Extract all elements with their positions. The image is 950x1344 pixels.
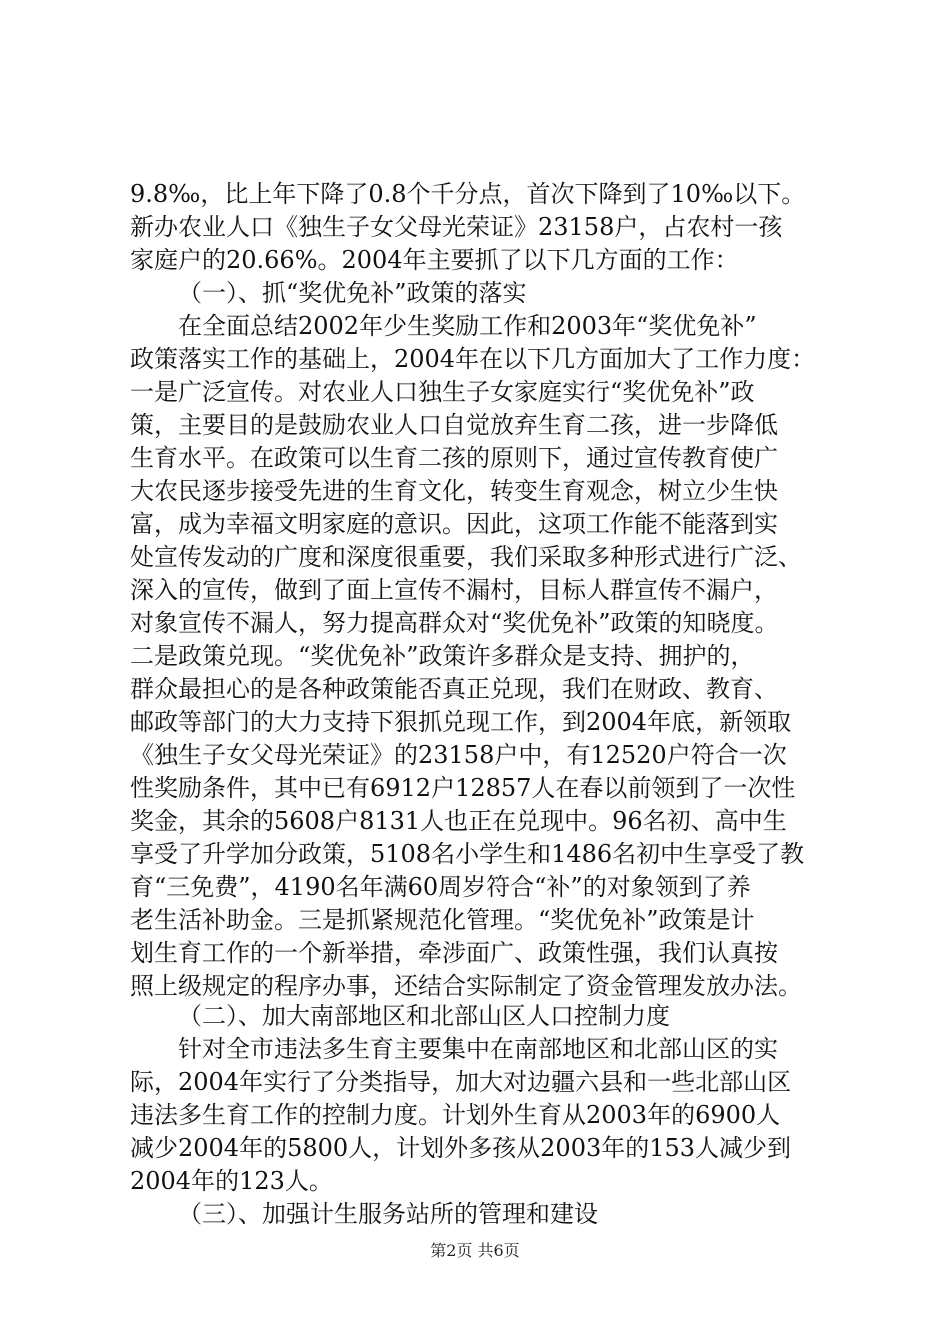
text-line: 针对全市违法多生育主要集中在南部地区和北部山区的实 — [178, 1035, 778, 1063]
text-line: 违法多生育工作的控制力度。计划外生育从2003年的6900人 — [130, 1101, 781, 1129]
body-text-part2 — [130, 1000, 830, 1231]
text-line: 二是政策兑现。“奖优免补”政策许多群众是支持、拥护的， — [130, 642, 755, 670]
text-line: 新办农业人口《独生子女父母光荣证》23158户，占农村一孩 — [130, 213, 783, 241]
text-line: 邮政等部门的大力支持下狠抓兑现工作，到2004年底，新领取 — [130, 708, 792, 736]
text-line: 群众最担心的是各种政策能否真正兑现，我们在财政、教育、 — [130, 675, 778, 703]
text-line: 《独生子女父母光荣证》的23158户中，有12520户符合一次 — [130, 741, 787, 769]
text-line: 大农民逐步接受先进的生育文化，转变生育观念，树立少生快 — [130, 477, 778, 505]
text-line: 照上级规定的程序办事，还结合实际制定了资金管理发放办法。 — [130, 972, 802, 1000]
text-line: 富，成为幸福文明家庭的意识。因此，这项工作能不能落到实 — [130, 510, 778, 538]
text-line: 享受了升学加分政策，5108名小学生和1486名初中生享受了教 — [130, 840, 805, 868]
text-line: 策，主要目的是鼓励农业人口自觉放弃生育二孩，进一步降低 — [130, 411, 778, 439]
text-line: 老生活补助金。三是抓紧规范化管理。“奖优免补”政策是计 — [130, 906, 755, 934]
text-line: 深入的宣传，做到了面上宣传不漏村，目标人群宣传不漏户， — [130, 576, 778, 604]
text-line: 划生育工作的一个新举措，牵涉面广、政策性强，我们认真按 — [130, 939, 778, 967]
page-footer: 第2页 共6页 — [430, 1241, 520, 1260]
text-line: 生育水平。在政策可以生育二孩的原则下，通过宣传教育使广 — [130, 444, 778, 472]
text-line: 在全面总结2002年少生奖励工作和2003年“奖优免补” — [178, 312, 757, 340]
text-line: 育“三免费”，4190名年满60周岁符合“补”的对象领到了养 — [130, 873, 751, 901]
text-line: （二）、加大南部地区和北部山区人口控制力度 — [178, 1002, 670, 1030]
text-line: 际，2004年实行了分类指导，加大对边疆六县和一些北部山区 — [130, 1068, 792, 1096]
text-line: 2004年的123人。 — [130, 1167, 333, 1195]
text-line: 奖金，其余的5608户8131人也正在兑现中。96名初、高中生 — [130, 807, 787, 835]
text-line: 家庭户的20.66%。2004年主要抓了以下几方面的工作： — [130, 246, 739, 274]
text-line: 性奖励条件，其中已有6912户12857人在春以前领到了一次性 — [130, 774, 796, 802]
text-line: （三）、加强计生服务站所的管理和建设 — [178, 1200, 598, 1228]
text-line: 一是广泛宣传。对农业人口独生子女家庭实行“奖优免补”政 — [130, 378, 755, 406]
text-line: 对象宣传不漏人，努力提高群众对“奖优免补”政策的知晓度。 — [130, 609, 779, 637]
body-text-part1 — [130, 178, 830, 1003]
text-line: 9.8‰，比上年下降了0.8个千分点，首次下降到了10‰以下。 — [130, 180, 806, 208]
text-line: 政策落实工作的基础上，2004年在以下几方面加大了工作力度： — [130, 345, 816, 373]
text-line: 处宣传发动的广度和深度很重要，我们采取多种形式进行广泛、 — [130, 543, 802, 571]
text-line: 减少2004年的5800人，计划外多孩从2003年的153人减少到 — [130, 1134, 792, 1162]
text-line: （一）、抓“奖优免补”政策的落实 — [178, 279, 527, 307]
